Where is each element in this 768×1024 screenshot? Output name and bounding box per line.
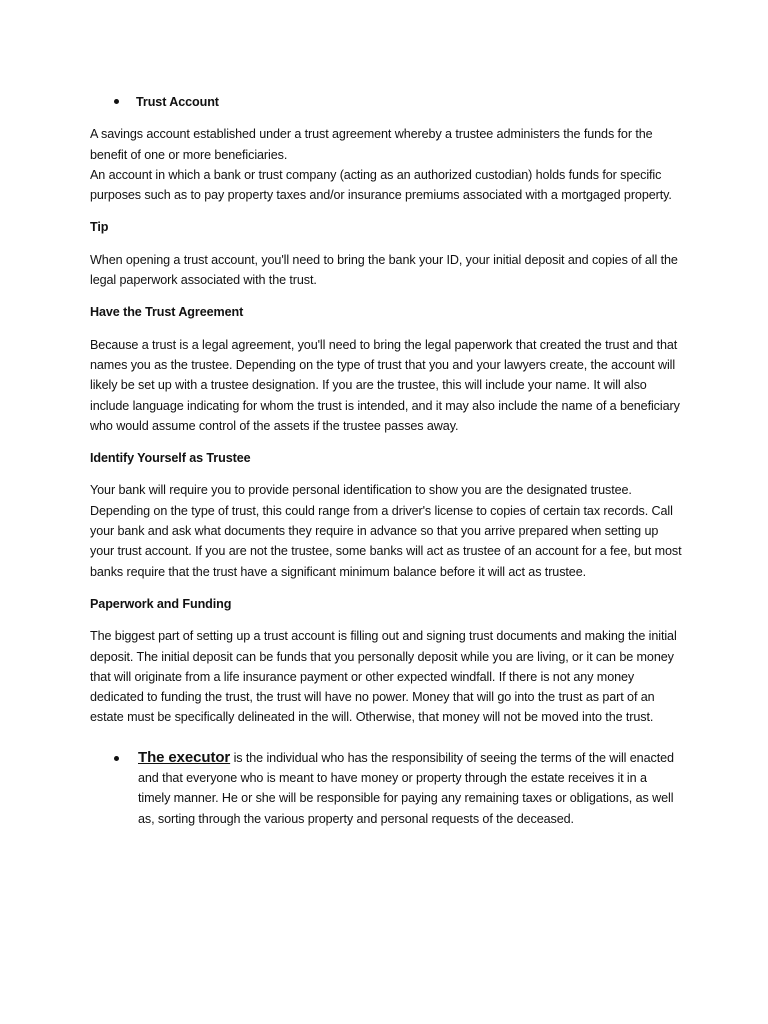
bullet-heading: Trust Account (136, 95, 219, 109)
tip-paragraph: When opening a trust account, you'll need to bring the bank your ID, your initial deposit and copies of all the legal paperwork associated with the trust. (90, 252, 678, 288)
funding-paragraph: The biggest part of setting up a trust account is filling out and signing trust documents and making the initial deposit. The initial deposit can be funds that you personally deposit while you are living, or it can be money that will originate from a life insurance payment or other expected windfall. If there is not any money dedicated to funding the trust, the trust will have no power. Money that will go into the trust as part of an estate must be specifically delineated in the will. Otherwise, that money will not be moved into the trust. (90, 629, 677, 725)
bullet-dot-icon (114, 99, 119, 104)
definition-line-2: An account in which a bank or trust company (acting as an authorized custodian) holds funds for specific purposes such as to pay property taxes and/or insurance premiums associated with a mortgaged property. (90, 167, 672, 203)
trust-account-definition (90, 124, 682, 205)
section-heading-agreement: Have the Trust Agreement (90, 305, 244, 320)
section-heading-tip: Tip (90, 220, 109, 235)
document-page (90, 92, 682, 841)
bullet-item-trust-account (90, 92, 682, 112)
identify-paragraph: Your bank will require you to provide personal identification to show you are the designated trustee. Depending on the type of trust, this could range from a driver's license to copies of certain tax records. Call your bank and ask what documents they require in advance so that you arrive prepared when setting up your trust account. If you are not the trustee, some banks will act as trustee of an account for a fee, but most banks require that the trust have a significant minimum balance before it will act as trustee. (90, 483, 682, 579)
section-heading-identify: Identify Yourself as Trustee (90, 451, 251, 466)
agreement-paragraph: Because a trust is a legal agreement, you'll need to bring the legal paperwork that created the trust and that names you as the trustee. Depending on the type of trust that you and your lawyers create, the account will likely be set up with a trustee designation. If you are the trustee, this will include your name. It will also include language indicating for whom the trust is intended, and it may also include the name of a beneficiary who would assume control of the assets if the trustee passes away. (90, 337, 680, 433)
bullet-dot-icon (114, 756, 119, 761)
bullet-item-executor (90, 748, 682, 829)
section-heading-funding: Paperwork and Funding (90, 596, 232, 611)
definition-line-1: A savings account established under a trust agreement whereby a trustee administers the funds for the benefit of one or more beneficiaries. (90, 127, 653, 162)
executor-term: The executor (138, 748, 231, 766)
executor-description: is the individual who has the responsibility of seeing the terms of the will enacted and that everyone who is meant to have money or property through the estate receives it in a timely manner. He or she will be responsible for paying any remaining taxes or obligations, as well as, sorting through the various property and personal requests of the deceased. (138, 750, 674, 826)
